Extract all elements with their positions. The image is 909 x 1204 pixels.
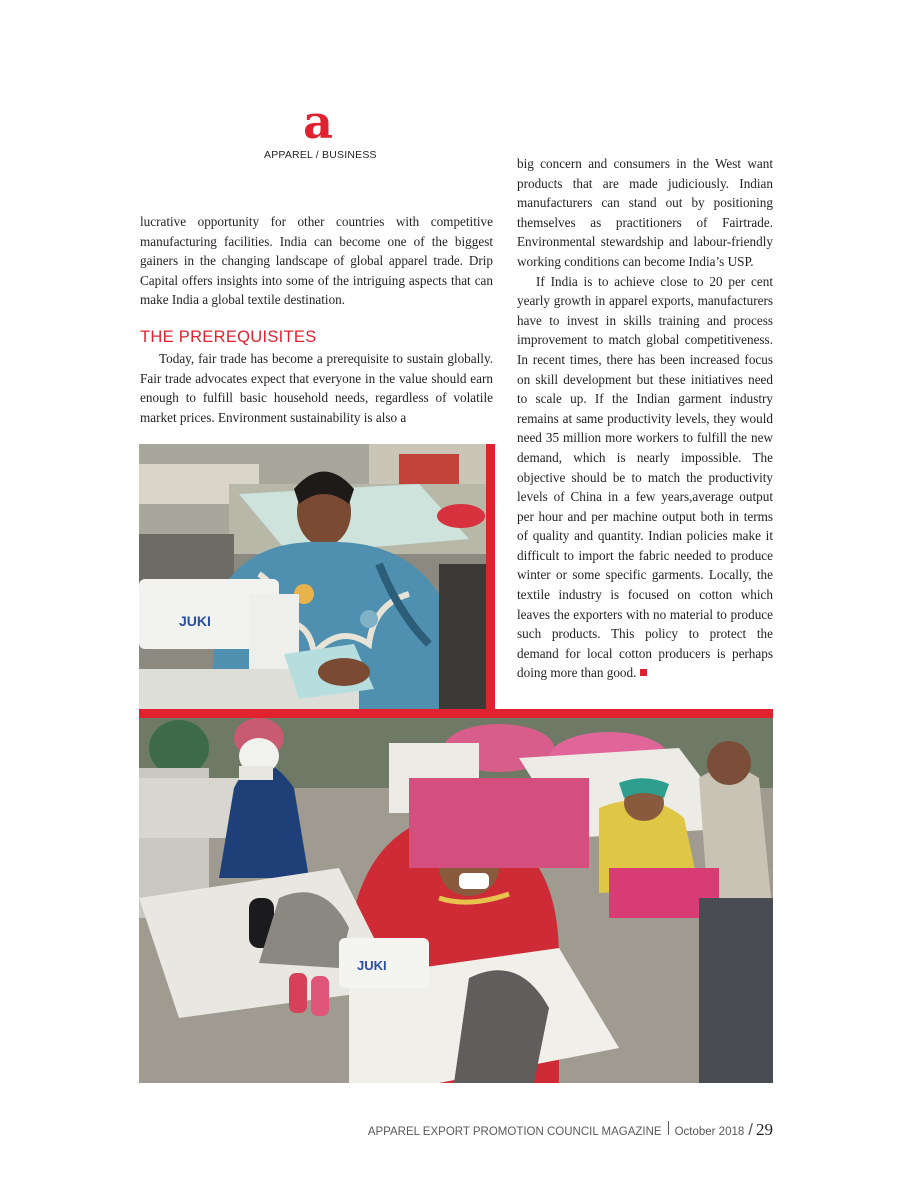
growth-paragraph-text: If India is to achieve close to 20 per cent yearly growth in apparel exports, manufacturers have to invest in skills training and process improvement to match global competitiveness. In recent times, there has been increased focus on skill development but these initiatives need to scale up. If the Indian garment industry remains at same productivity levels, they would need 35 million more workers to fulfill the new demand, which is nearly impossible. The objective should be to match the productivity levels of China in a few years,average output per hour and per machine output both in terms of quality and quantity. Indian policies make it difficult to import the fabric needed to produce winter or some specific garments. Locally, the textile industry is focused on cotton which leaves the exporters with no material to produce such products. This policy to protect the demand for local cotton producers is perhaps doing more than good. — [517, 273, 773, 681]
section-heading: THE PREREQUISITES — [140, 328, 317, 346]
continuation-paragraph: big concern and consumers in the West want products that are made judiciously. Indian manufacturers can stand out by positioning themselves as practitioners of Fairtrade. Environmental stewardship and labour-friendly working conditions can become India’s USP. — [517, 156, 773, 269]
photo-factory-floor-illustration — [139, 718, 773, 1083]
photo-factory-floor — [139, 718, 773, 1083]
end-of-article-mark — [640, 669, 647, 676]
photo-seamstress — [139, 444, 492, 709]
magazine-logo: a — [303, 95, 333, 149]
fair-trade-paragraph: Today, fair trade has become a prerequisite to sustain globally. Fair trade advocates expect that everyone in the value should earn enough to fulfill basic household needs, regardless of volatile market prices. Environment sustainability is also a — [140, 351, 493, 425]
intro-paragraph: lucrative opportunity for other countries with competitive manufacturing facilities. India can become one of the biggest gainers in the changing landscape of global apparel trade. Drip Capital offers insights into some of the intriguing aspects that can make India a global textile destination. — [140, 214, 493, 308]
page-footer — [368, 1120, 773, 1140]
right-column — [517, 154, 773, 683]
photo-frame-vertical-bar — [486, 444, 495, 712]
photo-frame-horizontal-bar — [139, 709, 773, 718]
footer-slash: / — [748, 1120, 753, 1139]
sewing-machine-brand: JUKI — [179, 613, 211, 629]
footer-separator — [668, 1121, 669, 1135]
growth-paragraph — [517, 272, 773, 683]
page-number: 29 — [756, 1120, 773, 1139]
issue-date: October 2018 — [674, 1126, 745, 1138]
section-label: APPAREL / BUSINESS — [264, 149, 377, 161]
factory-machine-brand: JUKI — [357, 958, 387, 973]
magazine-name: APPAREL EXPORT PROMOTION COUNCIL MAGAZINE — [367, 1126, 662, 1138]
photo-seamstress-illustration — [139, 444, 492, 709]
